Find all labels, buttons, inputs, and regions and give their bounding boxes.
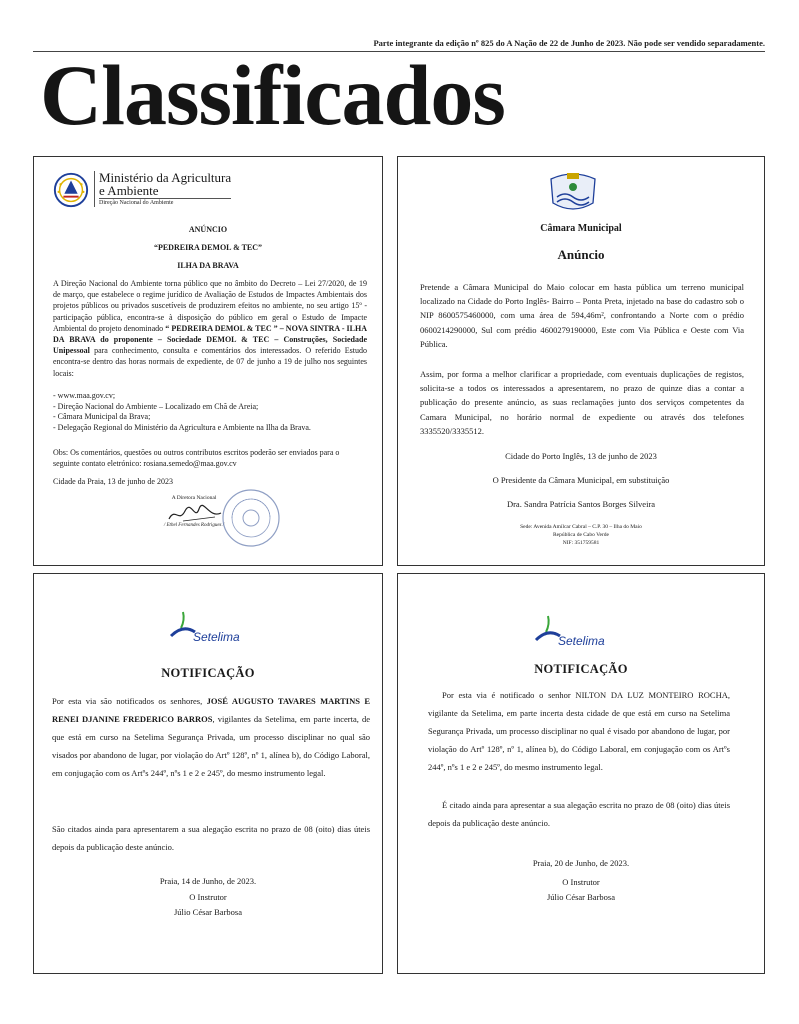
ministry-name-line2: e Ambiente [99, 183, 159, 198]
ad4-title: NOTIFICAÇÃO [534, 662, 628, 676]
ad4-paragraph-2: É citado ainda para apresentar a sua alegação escrita no prazo de 08 (oito) dias úteis depois da publicação deste anúncio. [428, 800, 730, 828]
ad3-paragraph-2: São citados ainda para apresentarem a sua alegação escrita no prazo de 08 (oito) dias úteis depois da publicação deste anúncio. [52, 824, 370, 852]
ad4-paragraph-1: Por esta via é notificado o senhor NILTON DA LUZ MONTEIRO ROCHA, vigilante da Setelima, em parte incerta desta cidade de que está em curso na Setelima Segurança Privada, um processo disciplinar no qual é visado por abandono de lugar, por violação do Artº 128º, nº 1, alínea b), do Código Laboral, em conjugação com os Artºs 244º, nºs 1 e 2 e 245º, do mesmo instrumento legal. [428, 690, 730, 772]
ad1-location-list [53, 391, 367, 433]
ad-camara-municipal [397, 156, 765, 566]
ad2-signer-name: Dra. Sandra Patrícia Santos Borges Silveira [506, 499, 656, 509]
ad3-role: O Instrutor [189, 891, 227, 902]
ad-setelima-notification-1 [33, 573, 383, 974]
ad3-signature-block [34, 874, 382, 921]
ad3-paragraph-1 [52, 692, 370, 782]
official-stamp-icon [220, 487, 282, 554]
ad3-p1-names: JOSÉ AUGUSTO TAVARES MARTINS E RENEI DJANINE FREDERICO BARROS [52, 696, 371, 724]
ad1-observation: Obs: Os comentários, questões ou outros contributos escritos poderão ser enviados para o seguinte contato eletrónico: rosiana.semedo@maa.gov.cv [53, 448, 340, 468]
setelima-logo [169, 610, 240, 645]
ad1-body-text-a: A Direção Nacional do Ambiente torna público que no âmbito do Decreto – Lei 27/2020, de 19 de março, que estabelece o regime jurídico de Avaliação de Estudos de Impactes Ambientais dos projetos públicos ou privados suscetíveis de produzirem efeitos no ambiente, no seu artigo 15º - participação pública, encontra-se à disposição do público em geral o Estudo de Impacte Ambiental do projeto denominado [53, 279, 367, 333]
ad4-role: O Instrutor [562, 876, 600, 887]
ad2-footer [398, 523, 764, 547]
ad2-entity: Câmara Municipal [540, 223, 622, 234]
setelima-brand-text: Setelima [558, 634, 605, 648]
cabo-verde-emblem-icon [52, 171, 90, 214]
signer-title: A Diretora Nacional [171, 495, 217, 501]
ad3-p1-text-a: Por esta via são notificados os senhores, [52, 696, 207, 706]
ad2-footer-address: Sede: Avenida Amílcar Cabral – C.P. 30 – Ilha do Maio [520, 524, 642, 530]
ministry-name-line1: Ministério da Agricultura [99, 170, 232, 185]
list-item: - Delegação Regional do Ministério da Agricultura e Ambiente na Ilha da Brava. [53, 422, 311, 432]
ad1-heading-anuncio: ANÚNCIO [188, 225, 228, 234]
ad2-paragraph-1: Pretende a Câmara Municipal do Maio colocar em hasta pública um terreno municipal localizado na Cidade do Porto Inglês- Bairro – Ponta Preta, injetado na base do cadastro sob o NIP 8600575460000, com uma área de 594,46m², confrontando a Norte com o prédio 0600214290000, Sul com prédio 4600279190000, Este com Via Pública e Oeste com Via Pública. [420, 282, 744, 349]
signer-name: / Ethel Fernandes Rodrigues / [163, 523, 225, 528]
ad-ministry-announcement [33, 156, 383, 566]
ad3-title: NOTIFICAÇÃO [161, 666, 255, 680]
ad1-signature-block [159, 495, 229, 528]
ad1-heading-island: ILHA DA BRAVA [177, 261, 239, 270]
ad4-name: Júlio César Barbosa [547, 892, 615, 902]
masthead-title: Classificados [40, 47, 505, 143]
ad4-date: Praia, 20 de Junho, de 2023. [532, 858, 630, 868]
ad1-body [53, 278, 367, 379]
ministry-logo [52, 171, 231, 214]
ad2-footer-nif: NIF: 351759581 [562, 540, 600, 546]
list-item: - Câmara Municipal da Brava; [53, 412, 151, 421]
ad2-title: Anúncio [557, 247, 605, 262]
setelima-logo [534, 614, 605, 649]
ad2-signer-role: O Presidente da Câmara Municipal, em substituição [492, 475, 670, 485]
ad3-p1-text-b: , vigilantes da Setelima, em parte incerta, de que está em curso na Setelima Segurança Privada, um processo disciplinar no qual são visados por abandono de lugar, por violação do Artº 128º, nº 1, alínea b), do Código Laboral, em conjugação com os Artºs 244º, nºs 1 e 2 e 245º, do mesmo instrumento legal. [52, 714, 370, 778]
ad2-footer-country: República de Cabo Verde [553, 532, 609, 538]
ministry-subunit: Direção Nacional do Ambiente [99, 198, 231, 207]
ad2-date: Cidade do Porto Inglês, 13 de junho de 2023 [505, 451, 657, 461]
list-item: - Direção Nacional do Ambiente – Localizado em Chã de Areia; [53, 401, 259, 411]
ad2-paragraph-2: Assim, por forma a melhor clarificar a propriedade, com eventuais duplicações de registos, solicita-se a todos os interessados a apresentarem, no prazo de quinze dias a contar a publicação do presente anúncio, as suas reclamações junto dos serviços competentes da Camara Municipal, no horário normal de expediente ou através dos telefones 3335520/3335512. [420, 369, 744, 436]
list-item: - www.maa.gov.cv; [53, 391, 116, 400]
ad3-date: Praia, 14 de Junho, de 2023. [159, 876, 257, 886]
setelima-brand-text: Setelima [193, 630, 240, 644]
ad3-name: Júlio César Barbosa [174, 907, 242, 917]
ad4-signature-block [398, 856, 764, 906]
ad1-heading-project: “PEDREIRA DEMOL & TEC” [153, 243, 263, 252]
ad1-body-project-name: “ PEDREIRA DEMOL & TEC ” – NOVA SINTRA - ILHA DA BRAVA do proponente – Sociedade DEMOL & TEC – Construções, Sociedade Unipessoal [53, 323, 367, 356]
edition-note: Parte integrante da edição nº 825 do A Nação de 22 de Junho de 2023. Não pode ser vendido separadamente. [373, 38, 765, 48]
ad-setelima-notification-2 [397, 573, 765, 974]
ad1-date: Cidade da Praia, 13 de junho de 2023 [53, 477, 173, 486]
municipal-crest-icon [543, 167, 603, 222]
ad1-body-text-c: para conhecimento, consulta e comentários dos interessados. O referido Estudo encontra-se dentro das horas normais de expediente, de 07 de junho a 19 de julho nos seguintes locais: [53, 346, 367, 378]
